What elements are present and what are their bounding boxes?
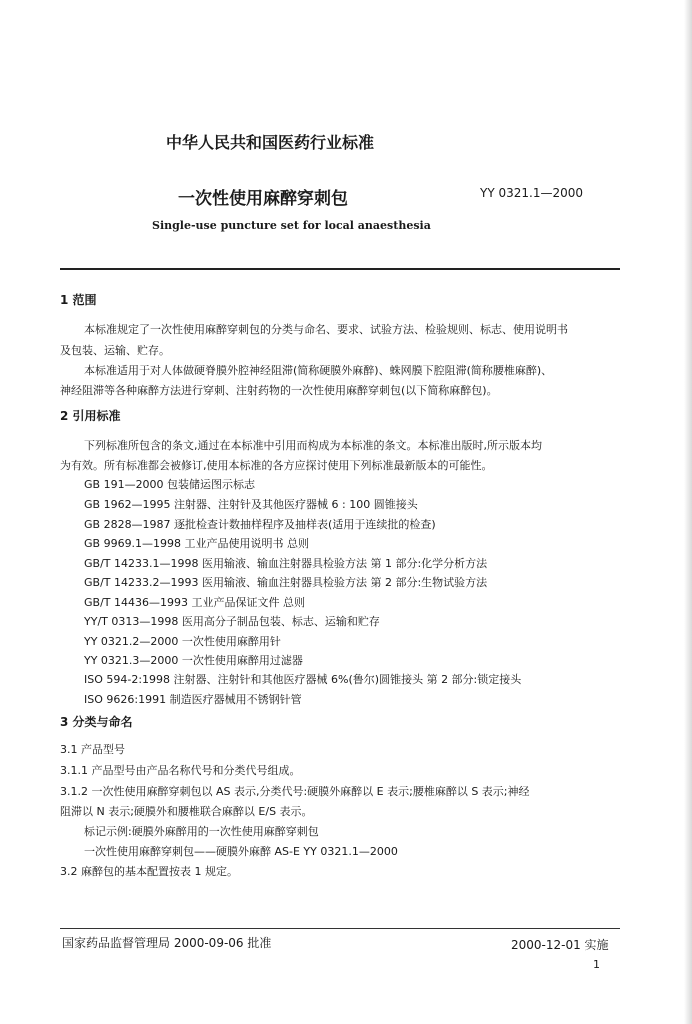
- section-2-intro-line-2: 为有效。所有标准都会被修订,使用本标准的各方应探讨使用下列标准最新版本的可能性。: [60, 459, 493, 472]
- reference-item: ISO 9626:1991 制造医疗器械用不锈钢针管: [84, 693, 302, 706]
- reference-item: YY 0321.3—2000 一次性使用麻醉用过滤器: [84, 654, 303, 667]
- reference-item: GB 191—2000 包装储运图示标志: [84, 478, 256, 491]
- section-1-para-1-line-1: 本标准规定了一次性使用麻醉穿刺包的分类与命名、要求、试验方法、检验规则、标志、使用说明书: [84, 323, 568, 336]
- section-1-para-2-line-1: 本标准适用于对人体做硬脊膜外腔神经阻滞(简称硬膜外麻醉)、蛛网膜下腔阻滞(简称腰椎麻醉)、: [84, 364, 553, 377]
- reference-item: YY 0321.2—2000 一次性使用麻醉用针: [84, 635, 281, 648]
- reference-item: ISO 594-2:1998 注射器、注射针和其他医疗器械 6%(鲁尔)圆锥接头 第 2 部分:锁定接头: [84, 673, 522, 686]
- reference-item: GB/T 14233.1—1998 医用输液、输血注射器具检验方法 第 1 部分:化学分析方法: [84, 557, 488, 570]
- document-title: 一次性使用麻醉穿刺包: [178, 189, 348, 209]
- section-1-para-2-line-2: 神经阻滞等各种麻醉方法进行穿刺、注射药物的一次性使用麻醉穿刺包(以下简称麻醉包)。: [60, 384, 498, 397]
- marking-example-value: 一次性使用麻醉穿刺包——硬膜外麻醉 AS-E YY 0321.1—2000: [84, 845, 398, 858]
- reference-item: GB 9969.1—1998 工业产品使用说明书 总则: [84, 537, 310, 550]
- clause-3-2: 3.2 麻醉包的基本配置按表 1 规定。: [60, 865, 238, 878]
- reference-item: GB 2828—1987 逐批检查计数抽样程序及抽样表(适用于连续批的检查): [84, 518, 436, 531]
- section-1-heading: 1 范围: [60, 293, 97, 307]
- reference-item: GB 1962—1995 注射器、注射针及其他医疗器械 6 : 100 圆锥接头: [84, 498, 418, 511]
- implementation-date: 2000-12-01 实施: [511, 938, 609, 952]
- section-2-intro-line-1: 下列标准所包含的条文,通过在本标准中引用而构成为本标准的条文。本标准出版时,所示版本均: [84, 439, 542, 452]
- page-number: 1: [593, 958, 600, 971]
- standard-number: YY 0321.1—2000: [480, 186, 584, 200]
- marking-example-label: 标记示例:硬膜外麻醉用的一次性使用麻醉穿刺包: [84, 825, 319, 838]
- clause-3-1: 3.1 产品型号: [60, 743, 125, 756]
- clause-3-1-2-line-1: 3.1.2 一次性使用麻醉穿刺包以 AS 表示,分类代号:硬膜外麻醉以 E 表示;腰椎麻醉以 S 表示;神经: [60, 785, 530, 798]
- approval-date: 国家药品监督管理局 2000-09-06 批准: [62, 936, 272, 950]
- english-title: Single-use puncture set for local anaesthesia: [152, 219, 431, 232]
- clause-3-1-2-line-2: 阻滞以 N 表示;硬膜外和腰椎联合麻醉以 E/S 表示。: [60, 805, 313, 818]
- reference-item: YY/T 0313—1998 医用高分子制品包装、标志、运输和贮存: [84, 615, 380, 628]
- reference-item: GB/T 14233.2—1993 医用输液、输血注射器具检验方法 第 2 部分:生物试验方法: [84, 576, 488, 589]
- clause-3-1-1: 3.1.1 产品型号由产品名称代号和分类代号组成。: [60, 764, 301, 777]
- section-2-heading: 2 引用标准: [60, 409, 121, 423]
- authority-title: 中华人民共和国医药行业标准: [166, 133, 375, 152]
- section-1-para-1-line-2: 及包装、运输、贮存。: [60, 344, 170, 357]
- footer-rule: [60, 928, 620, 929]
- header-rule: [60, 268, 620, 270]
- scan-edge-shadow: [684, 0, 692, 1024]
- reference-item: GB/T 14436—1993 工业产品保证文件 总则: [84, 596, 305, 609]
- section-3-heading: 3 分类与命名: [60, 715, 133, 729]
